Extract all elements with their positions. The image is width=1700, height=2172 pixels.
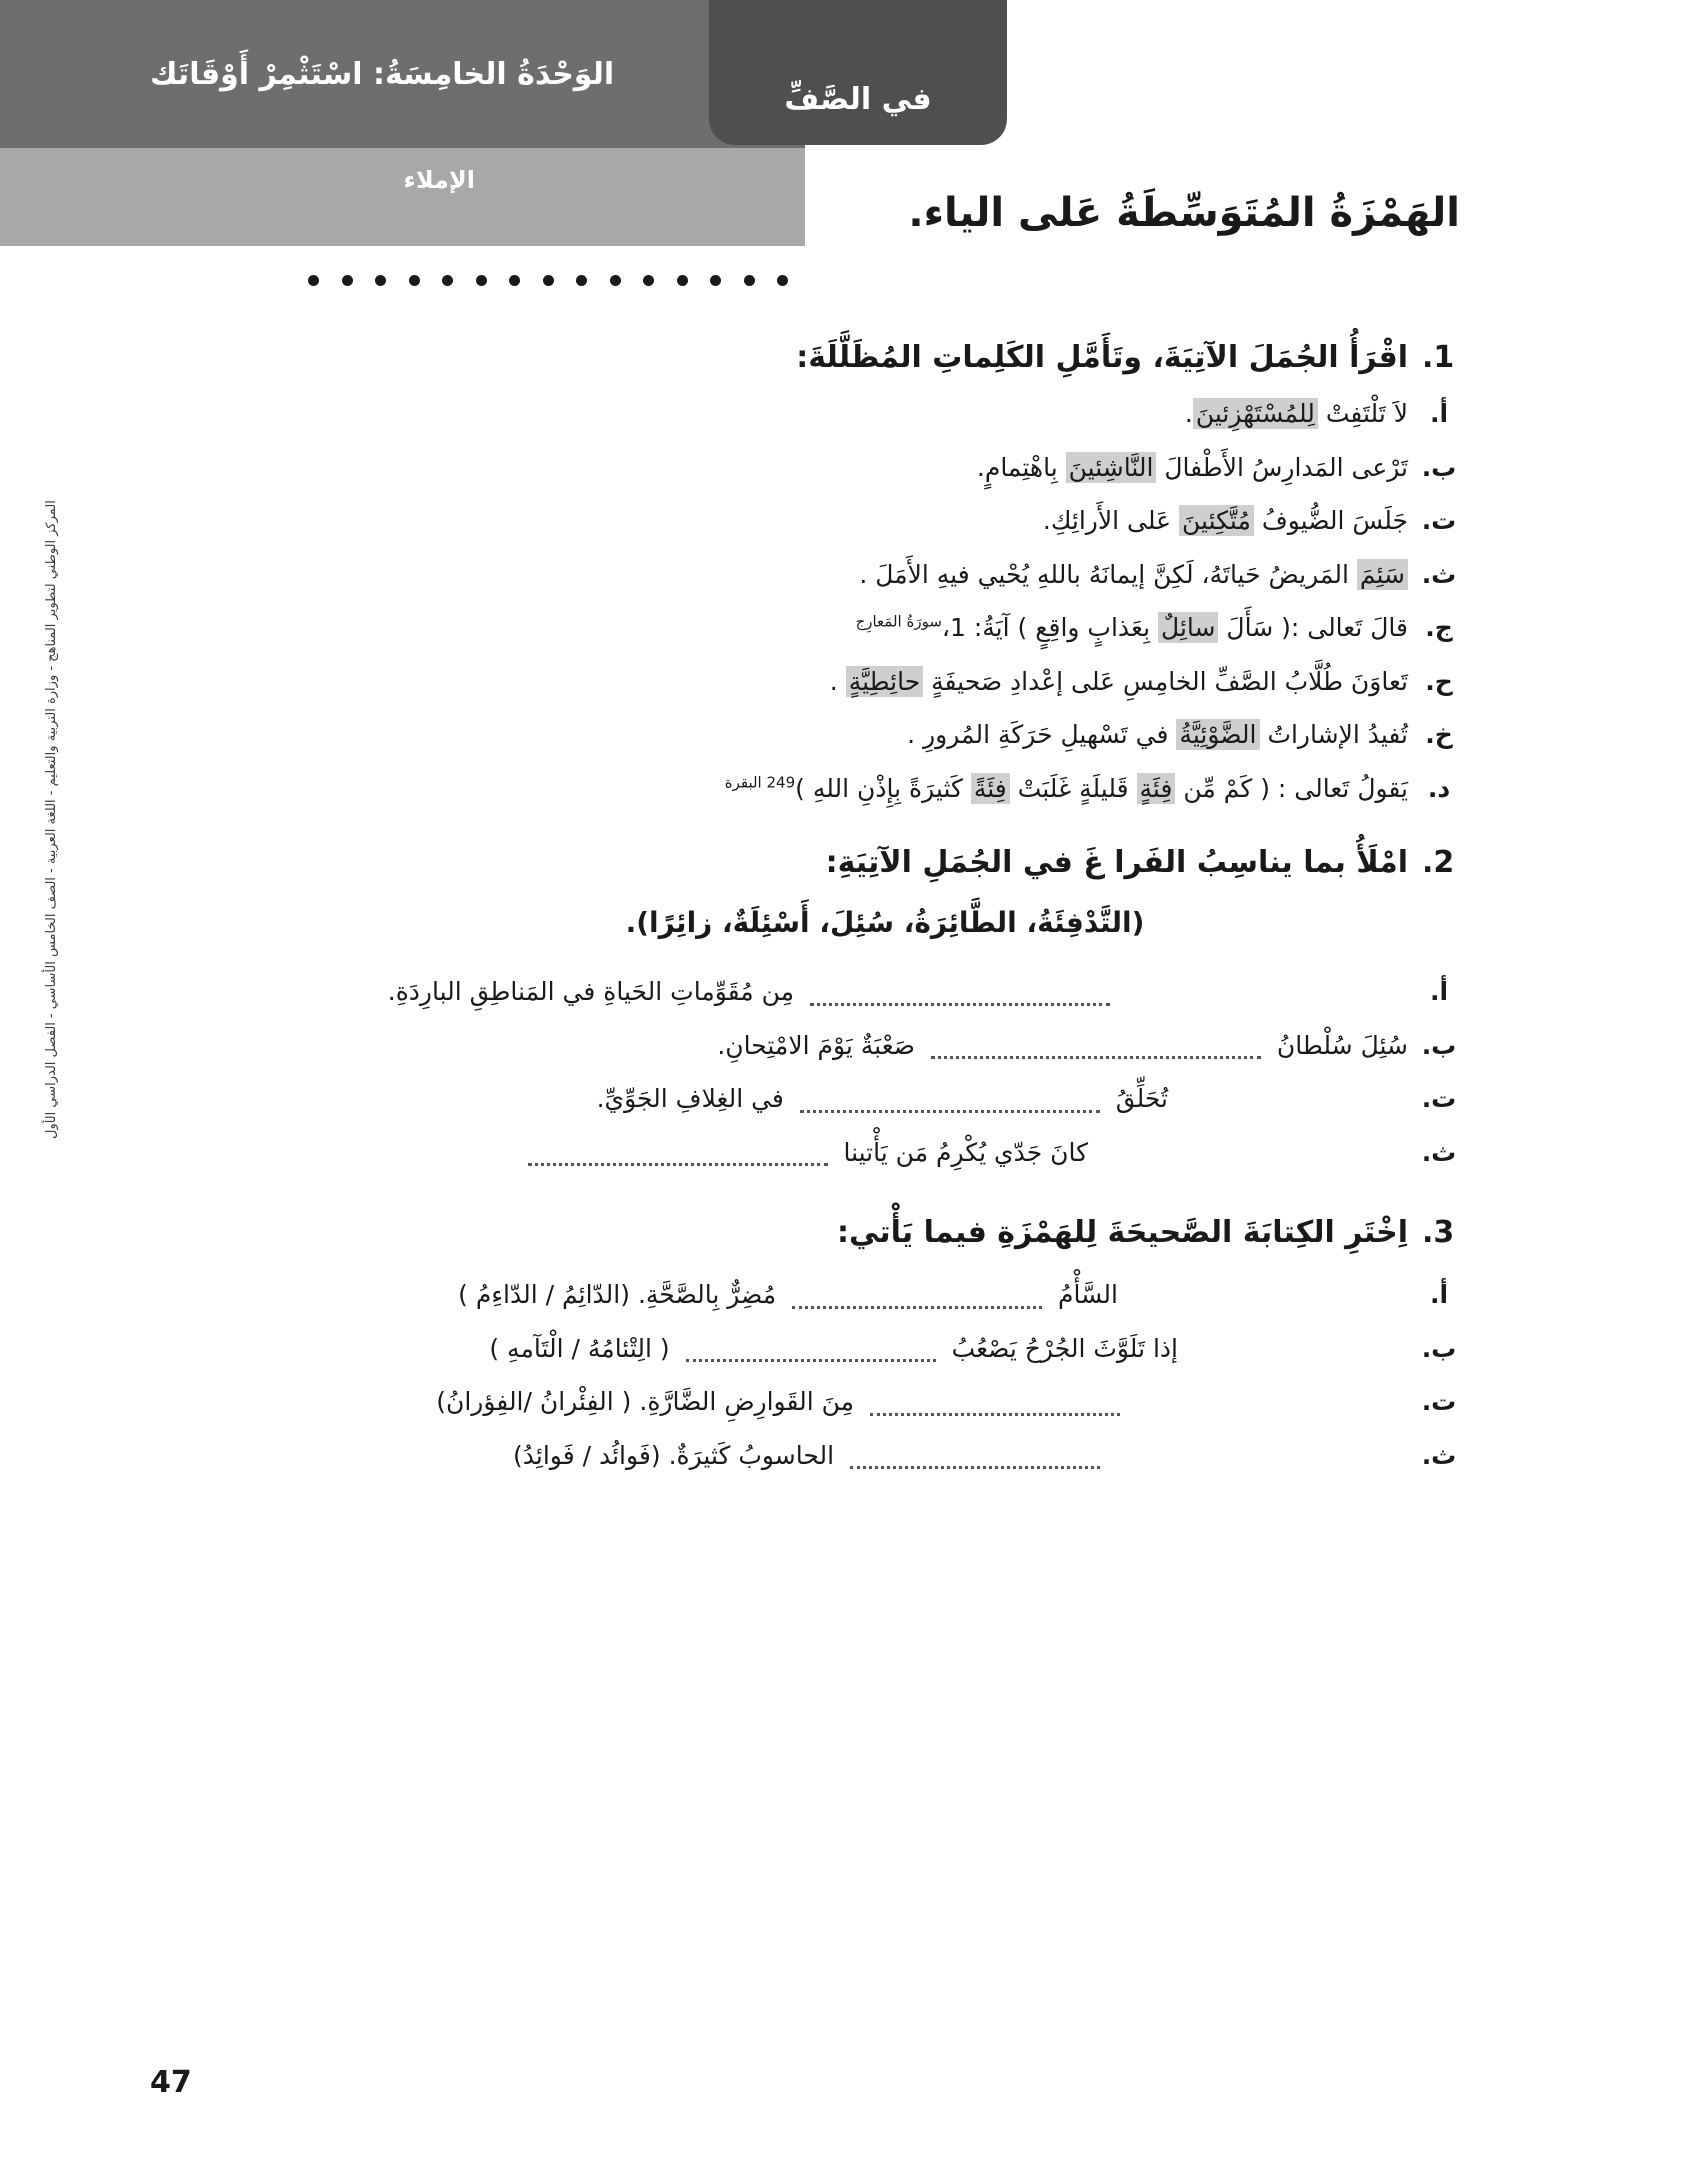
blank-input[interactable] [792, 1284, 1042, 1309]
item-text-after: . [1184, 399, 1193, 428]
blank-input[interactable] [686, 1337, 936, 1362]
blank-input[interactable] [800, 1088, 1100, 1113]
item-text-before: قالَ تَعالى :( سَأَلَ [1218, 613, 1408, 642]
answer-choices[interactable]: ( الفِئْرانُ /الفِؤرانُ) [436, 1387, 632, 1416]
answer-choices[interactable]: ( الِتْئامُهُ / الْتَآمهِ ) [489, 1333, 670, 1363]
item-body [120, 449, 1408, 487]
item-letter: ب. [1421, 452, 1457, 482]
blank-input[interactable] [870, 1391, 1120, 1416]
unit-banner [0, 0, 805, 148]
item-text-after: مُضِرٌّ بِالصَّحَّةِ. [637, 1280, 785, 1309]
list-item [120, 1437, 1470, 1475]
list-item [120, 1134, 1470, 1172]
item-text-before: لاَ تَلْتَفِتْ [1317, 399, 1408, 428]
list-item [120, 1276, 1470, 1314]
item-letter: ب. [1421, 1333, 1457, 1363]
item-body [120, 663, 1408, 701]
item-text-before: السَّأْمُ [1050, 1280, 1118, 1309]
exercise-2-heading [120, 845, 1470, 880]
blank-input[interactable] [810, 981, 1110, 1006]
item-text-after: صَعْبَةٌ يَوْمَ الامْتِحانِ. [717, 1030, 923, 1060]
page-number: 47 [150, 2065, 192, 2100]
highlighted-word: سَئِمَ [1357, 559, 1408, 590]
item-body [120, 973, 1408, 1011]
item-text-after: في تَسْهيلِ حَرَكَةِ المُرورِ . [907, 720, 1177, 749]
item-text-after: عَلى الأَرائِكِ. [1042, 506, 1179, 535]
list-item [120, 716, 1470, 754]
item-letter: ب. [1421, 1030, 1457, 1060]
item-letter: ج. [1425, 613, 1453, 642]
worksheet-content [0, 340, 1700, 1490]
item-body [120, 502, 1408, 540]
answer-choices[interactable]: (فَوائُد / فَوائِدُ) [513, 1440, 661, 1470]
list-item [120, 395, 1470, 433]
blank-input[interactable] [850, 1444, 1100, 1469]
word-bank: (التَّدْفِئَةُ، الطَّائِرَةُ، سُئِلَ، أَسْئِلَةٌ، زائِرًا). [625, 906, 1145, 939]
exercise-2-prompt: امْلَأُ بما يناسِبُ الفَرا غَ في الجُمَلِ الآتِيَةِ: [825, 845, 1408, 880]
title-dot-rule [308, 272, 788, 288]
exercise-1-items [120, 395, 1470, 807]
item-letter: ح. [1425, 666, 1453, 696]
highlighted-word-2: فِئَةً [971, 773, 1010, 804]
item-letter: أ. [1429, 1280, 1449, 1309]
highlighted-word: لِلمُسْتَهْزِئينَ [1193, 398, 1318, 429]
item-letter: أ. [1429, 399, 1449, 428]
list-item [120, 663, 1470, 701]
highlighted-word: النَّاشِئينَ [1066, 452, 1157, 483]
item-text-after: بِاهْتِمامٍ. [976, 452, 1066, 482]
highlighted-word: الضَّوْئِيَّةُ [1176, 719, 1259, 750]
exercise-3-heading [120, 1215, 1470, 1250]
subject-label: الإملاء [403, 166, 475, 194]
list-item [120, 1383, 1470, 1421]
quran-source: 249 البقرة [724, 773, 796, 792]
item-text-after: في الغِلافِ الجَوِّيِّ. [596, 1084, 792, 1113]
item-text-after: المَريضُ حَياتَهُ، لَكِنَّ إيمانَهُ باللهِ يُحْيي فيهِ الأَمَلَ . [859, 559, 1357, 589]
exercise-1 [120, 340, 1470, 807]
item-body [120, 556, 1408, 594]
item-letter: ث. [1421, 1440, 1457, 1470]
exercise-1-heading [120, 340, 1470, 375]
item-letter: أ. [1429, 977, 1449, 1006]
list-item [120, 1080, 1470, 1118]
item-text-before: سُئِلَ سُلْطانُ [1268, 1030, 1408, 1060]
item-text-after: كَثيرَةً بِإِذْنِ اللهِ ) [795, 773, 971, 803]
item-body [120, 1027, 1408, 1065]
item-body [120, 395, 1408, 433]
list-item [120, 1027, 1470, 1065]
list-item [120, 770, 1470, 808]
item-body [120, 770, 1408, 808]
item-body [120, 1437, 1408, 1475]
item-body [120, 1276, 1408, 1314]
item-letter: ت. [1421, 506, 1457, 535]
list-item [120, 609, 1470, 647]
item-text-after: الحاسوبُ كَثيرَةٌ. [668, 1440, 842, 1470]
item-text-after: مِن مُقَوِّماتِ الحَياةِ في المَناطِقِ البارِدَةِ. [387, 977, 802, 1006]
item-text-before: تُفيدُ الإشاراتُ [1259, 720, 1408, 749]
item-text-before: تُحَلِّقُ [1107, 1084, 1168, 1113]
class-tab [709, 0, 1007, 145]
item-text-before: كانَ جَدّي يُكْرِمُ مَن يَأْتينا [835, 1137, 1088, 1167]
subject-banner [0, 148, 805, 246]
exercise-1-number: 1. [1422, 340, 1455, 375]
item-letter: د. [1427, 773, 1451, 803]
item-text-before: تَرْعى المَدارِسُ الأَطْفالَ [1156, 452, 1408, 482]
item-text-after: . [829, 666, 846, 696]
item-text-middle: قَليلَةٍ غَلَبَتْ [1009, 773, 1137, 803]
page-title: الهَمْزَةُ المُتَوَسِّطَةُ عَلى الياء. [908, 190, 1460, 236]
list-item [120, 502, 1470, 540]
item-body [120, 1134, 1408, 1172]
item-letter: ث. [1421, 559, 1457, 589]
highlighted-word: سائِلٌ [1158, 612, 1218, 643]
answer-choices[interactable]: (الدّائِمُ / الدّاءِمُ ) [458, 1280, 630, 1309]
list-item [120, 973, 1470, 1011]
highlighted-word: حائِطِيَّةٍ [846, 666, 923, 697]
item-letter: ث. [1421, 1137, 1457, 1167]
item-text-before: جَلَسَ الضُّيوفُ [1253, 506, 1408, 535]
item-body [120, 609, 1408, 647]
blank-input[interactable] [528, 1141, 828, 1166]
item-text-before: تَعاوَنَ طُلَّابُ الصَّفِّ الخامِسِ عَلى إعْدادِ صَحيفَةٍ [923, 666, 1408, 696]
list-item [120, 1330, 1470, 1368]
side-margin-note: المركز الوطني لتطوير المناهج - وزارة التربية والتعليم - اللغة العربية - الصف الخامس الأساسي - الفصل الدراسي الأول [44, 500, 59, 1139]
exercise-3 [120, 1215, 1470, 1474]
unit-label: الوَحْدَةُ الخامِسَةُ: اسْتَثْمِرْ أَوْقَاتَك [150, 56, 615, 92]
exercise-3-prompt: اِخْتَرِ الكِتابَةَ الصَّحيحَةَ لِلهَمْزَةِ فيما يَأْتي: [837, 1215, 1408, 1250]
exercise-2 [120, 845, 1470, 1171]
item-body [120, 716, 1408, 754]
class-label: في الصَّفِّ [784, 82, 932, 117]
item-text-after: بِعَذابٍ واقِعٍ ) آيَةُ: 1، [941, 613, 1159, 642]
item-text-after: مِنَ القَوارِضِ الضَّارَّةِ. [639, 1387, 862, 1416]
item-text-before: إذا تَلَوَّثَ الجُرْحُ يَصْعُبُ [943, 1333, 1178, 1363]
list-item [120, 556, 1470, 594]
item-text-before: يَقولُ تَعالى : ( كَمْ مِّن [1175, 773, 1408, 803]
exercise-2-items [120, 973, 1470, 1171]
quran-source: سورَةُ المَعارِج [855, 612, 942, 631]
highlighted-word: فِئَةٍ [1137, 773, 1176, 804]
item-body [120, 1383, 1408, 1421]
exercise-3-number: 3. [1422, 1215, 1455, 1250]
item-body [120, 1330, 1408, 1368]
exercise-3-items [120, 1276, 1470, 1474]
item-body [120, 1080, 1408, 1118]
highlighted-word: مُتَّكِئينَ [1179, 505, 1254, 536]
list-item [120, 449, 1470, 487]
item-letter: ت. [1421, 1387, 1457, 1416]
item-letter: ت. [1421, 1084, 1457, 1113]
item-letter: خ. [1425, 720, 1453, 749]
exercise-2-number: 2. [1422, 845, 1455, 880]
exercise-1-prompt: اقْرَأُ الجُمَلَ الآتِيَةَ، وتَأَمَّلِ الكَلِماتِ المُظَلَّلَةَ: [796, 340, 1408, 375]
blank-input[interactable] [931, 1034, 1261, 1059]
